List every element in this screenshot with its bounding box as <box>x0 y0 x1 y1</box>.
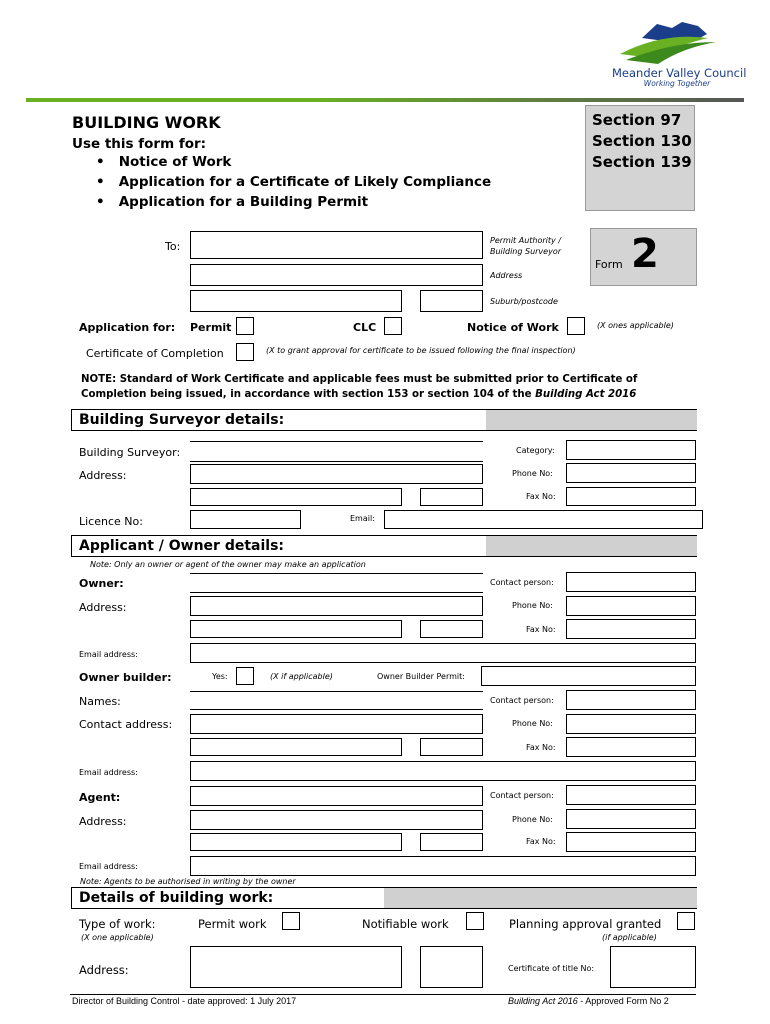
if-applicable-note: (if applicable) <box>602 933 657 942</box>
surveyor-heading: Building Surveyor details: <box>79 412 285 428</box>
owner-builder-checkbox[interactable] <box>236 667 254 685</box>
work-address-input[interactable] <box>190 946 402 988</box>
surveyor-email-label: Email: <box>350 514 375 523</box>
owner-address-label: Address: <box>79 601 127 614</box>
suburb-input[interactable] <box>190 290 402 312</box>
surveyor-phone-label: Phone No: <box>512 469 553 478</box>
building-surveyor-input[interactable] <box>190 441 483 462</box>
notice-of-work-checkbox[interactable] <box>567 317 585 335</box>
surveyor-postcode-input[interactable] <box>420 488 483 506</box>
owner-contact-input[interactable] <box>566 572 696 592</box>
surveyor-address-label: Address: <box>79 469 127 482</box>
agent-fax-label: Fax No: <box>526 837 556 846</box>
category-input[interactable] <box>566 440 696 460</box>
building-surveyor-label: Building Surveyor: <box>79 446 181 459</box>
work-heading-bar <box>71 887 697 909</box>
owner-suburb-input[interactable] <box>190 620 402 638</box>
planning-approval-checkbox[interactable] <box>677 912 695 930</box>
ob-permit-label: Owner Builder Permit: <box>377 672 465 681</box>
footer-left: Director of Building Control - date approved: 1 July 2017 <box>72 996 297 1006</box>
suburb-label: Suburb/postcode <box>490 297 558 306</box>
agent-contact-label: Contact person: <box>490 791 554 800</box>
owner-fax-label: Fax No: <box>526 625 556 634</box>
permit-work-checkbox[interactable] <box>282 912 300 930</box>
agent-phone-input[interactable] <box>566 809 696 829</box>
yes-label: Yes: <box>212 672 228 681</box>
cert-completion-checkbox[interactable] <box>236 343 254 361</box>
names-email-label: Email address: <box>79 768 138 777</box>
council-name: Meander Valley Council <box>612 66 747 80</box>
section-139: Section 139 <box>592 153 692 171</box>
council-logo-icon <box>612 18 742 66</box>
x-one-note: (X one applicable) <box>81 933 154 942</box>
section-130: Section 130 <box>592 132 692 150</box>
contact-address-label: Contact address: <box>79 718 173 731</box>
agent-input[interactable] <box>190 786 483 806</box>
owner-phone-input[interactable] <box>566 596 696 616</box>
applicant-heading: Applicant / Owner details: <box>79 538 285 554</box>
agent-email-input[interactable] <box>190 856 696 876</box>
owner-postcode-input[interactable] <box>420 620 483 638</box>
surveyor-heading-bar <box>71 409 697 431</box>
notifiable-work-checkbox[interactable] <box>466 912 484 930</box>
application-for-label: Application for: <box>79 321 176 334</box>
names-email-input[interactable] <box>190 761 696 781</box>
surveyor-address-input[interactable] <box>190 464 483 484</box>
cert-completion-label: Certificate of Completion <box>86 347 224 360</box>
notifiable-work-label: Notifiable work <box>362 917 449 931</box>
agent-phone-label: Phone No: <box>512 815 553 824</box>
to-label: To: <box>165 240 181 253</box>
owner-fax-input[interactable] <box>566 619 696 639</box>
owner-label: Owner: <box>79 577 124 590</box>
footer-rule <box>70 994 696 995</box>
use-for-label: Use this form for: <box>72 136 207 152</box>
licence-label: Licence No: <box>79 515 143 528</box>
form-label: Form <box>595 258 623 271</box>
planning-approval-label: Planning approval granted <box>509 917 662 931</box>
work-address-label: Address: <box>79 963 129 977</box>
applicant-heading-bar <box>71 535 697 557</box>
names-contact-input[interactable] <box>566 690 696 710</box>
x-ones-note: (X ones applicable) <box>597 321 674 330</box>
names-phone-input[interactable] <box>566 714 696 734</box>
owner-builder-label: Owner builder: <box>79 671 172 684</box>
owner-email-label: Email address: <box>79 650 138 659</box>
to-input[interactable] <box>190 231 483 259</box>
owner-phone-label: Phone No: <box>512 601 553 610</box>
contact-address-input[interactable] <box>190 714 483 734</box>
agent-postcode-input[interactable] <box>420 833 483 851</box>
cert-title-input[interactable] <box>610 946 696 988</box>
surveyor-suburb-input[interactable] <box>190 488 402 506</box>
work-postcode-input[interactable] <box>420 946 483 988</box>
council-tagline: Working Together <box>643 79 711 88</box>
bullet-3: • Application for a Building Permit <box>96 194 369 210</box>
owner-input[interactable] <box>190 573 483 593</box>
ob-permit-input[interactable] <box>481 666 696 686</box>
type-of-work-label: Type of work: <box>79 917 156 931</box>
agent-address-label: Address: <box>79 815 127 828</box>
agent-fax-input[interactable] <box>566 832 696 852</box>
x-grant-note: (X to grant approval for certificate to be issued following the final inspection) <box>266 346 576 355</box>
agent-note: Note: Agents to be authorised in writing by the owner <box>80 877 296 886</box>
form-number-box <box>590 228 697 286</box>
agent-label: Agent: <box>79 791 121 804</box>
names-contact-label: Contact person: <box>490 696 554 705</box>
agent-email-label: Email address: <box>79 862 138 871</box>
agent-contact-input[interactable] <box>566 785 696 805</box>
names-phone-label: Phone No: <box>512 719 553 728</box>
note-line-1: NOTE: Standard of Work Certificate and applicable fees must be submitted prior to Certificate of <box>81 374 638 385</box>
surveyor-email-input[interactable] <box>384 510 703 529</box>
applicant-note: Note: Only an owner or agent of the owner may make an application <box>90 560 366 569</box>
form-number: 2 <box>631 231 659 277</box>
owner-email-input[interactable] <box>190 643 696 663</box>
permit-work-label: Permit work <box>198 917 267 931</box>
names-fax-label: Fax No: <box>526 743 556 752</box>
agent-suburb-input[interactable] <box>190 833 402 851</box>
permit-checkbox[interactable] <box>236 317 254 335</box>
surveyor-phone-input[interactable] <box>566 463 696 483</box>
notice-of-work-label: Notice of Work <box>467 321 559 334</box>
category-label: Category: <box>516 446 555 455</box>
permit-label: Permit <box>190 321 232 334</box>
note-line-2: Completion being issued, in accordance with section 153 or section 104 of the Building Act 2016 <box>81 389 637 400</box>
bullet-2: • Application for a Certificate of Likely Compliance <box>96 174 492 190</box>
names-fax-input[interactable] <box>566 737 696 757</box>
postcode-input[interactable] <box>420 290 483 312</box>
clc-checkbox[interactable] <box>384 317 402 335</box>
contact-suburb-input[interactable] <box>190 738 402 756</box>
clc-label: CLC <box>353 321 377 334</box>
bullet-1: • Notice of Work <box>96 154 232 170</box>
surveyor-fax-label: Fax No: <box>526 492 556 501</box>
work-heading: Details of building work: <box>79 890 274 906</box>
contact-postcode-input[interactable] <box>420 738 483 756</box>
owner-address-input[interactable] <box>190 596 483 616</box>
owner-contact-label: Contact person: <box>490 578 554 587</box>
council-logo <box>612 18 747 90</box>
names-label: Names: <box>79 695 121 708</box>
address-input[interactable] <box>190 264 483 286</box>
licence-input[interactable] <box>190 510 301 529</box>
section-97: Section 97 <box>592 111 682 129</box>
agent-address-input[interactable] <box>190 810 483 830</box>
names-input[interactable] <box>190 691 483 710</box>
cert-title-label: Certificate of title No: <box>508 964 595 973</box>
address-label: Address <box>490 271 523 280</box>
permit-authority-label: Permit Authority / Building Surveyor <box>490 236 562 256</box>
footer-right: Building Act 2016 - Approved Form No 2 <box>508 996 669 1006</box>
surveyor-fax-input[interactable] <box>566 487 696 506</box>
page-title: BUILDING WORK <box>72 113 221 132</box>
x-if-applicable-note: (X if applicable) <box>270 672 333 681</box>
header-rule <box>26 98 744 102</box>
section-box <box>585 105 695 211</box>
